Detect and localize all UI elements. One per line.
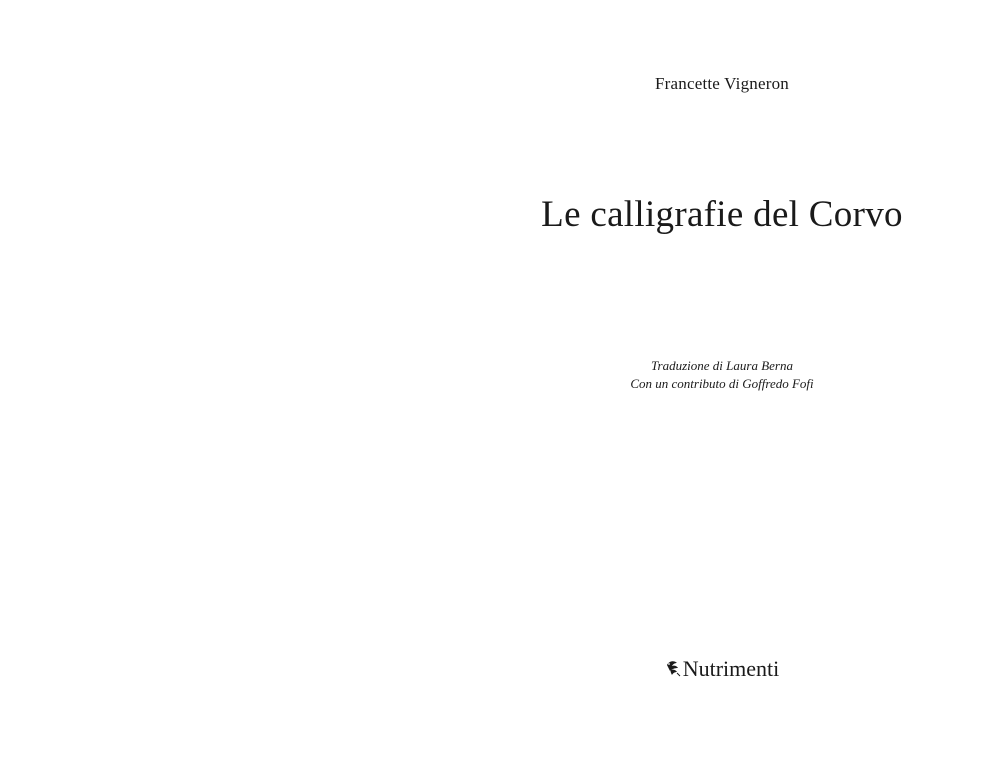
publisher-name: Nutrimenti — [682, 656, 780, 681]
publisher-imprint — [474, 656, 970, 682]
contribution-credit: Con un contributo di Goffredo Fofi — [630, 376, 814, 391]
credits-block — [474, 357, 970, 393]
author-name: Francette Vigneron — [655, 74, 789, 93]
book-title: Le calligrafie del Corvo — [541, 194, 903, 235]
publisher-logo-icon — [665, 659, 681, 677]
title-page — [496, 0, 992, 758]
translation-credit: Traduzione di Laura Berna — [651, 358, 793, 373]
